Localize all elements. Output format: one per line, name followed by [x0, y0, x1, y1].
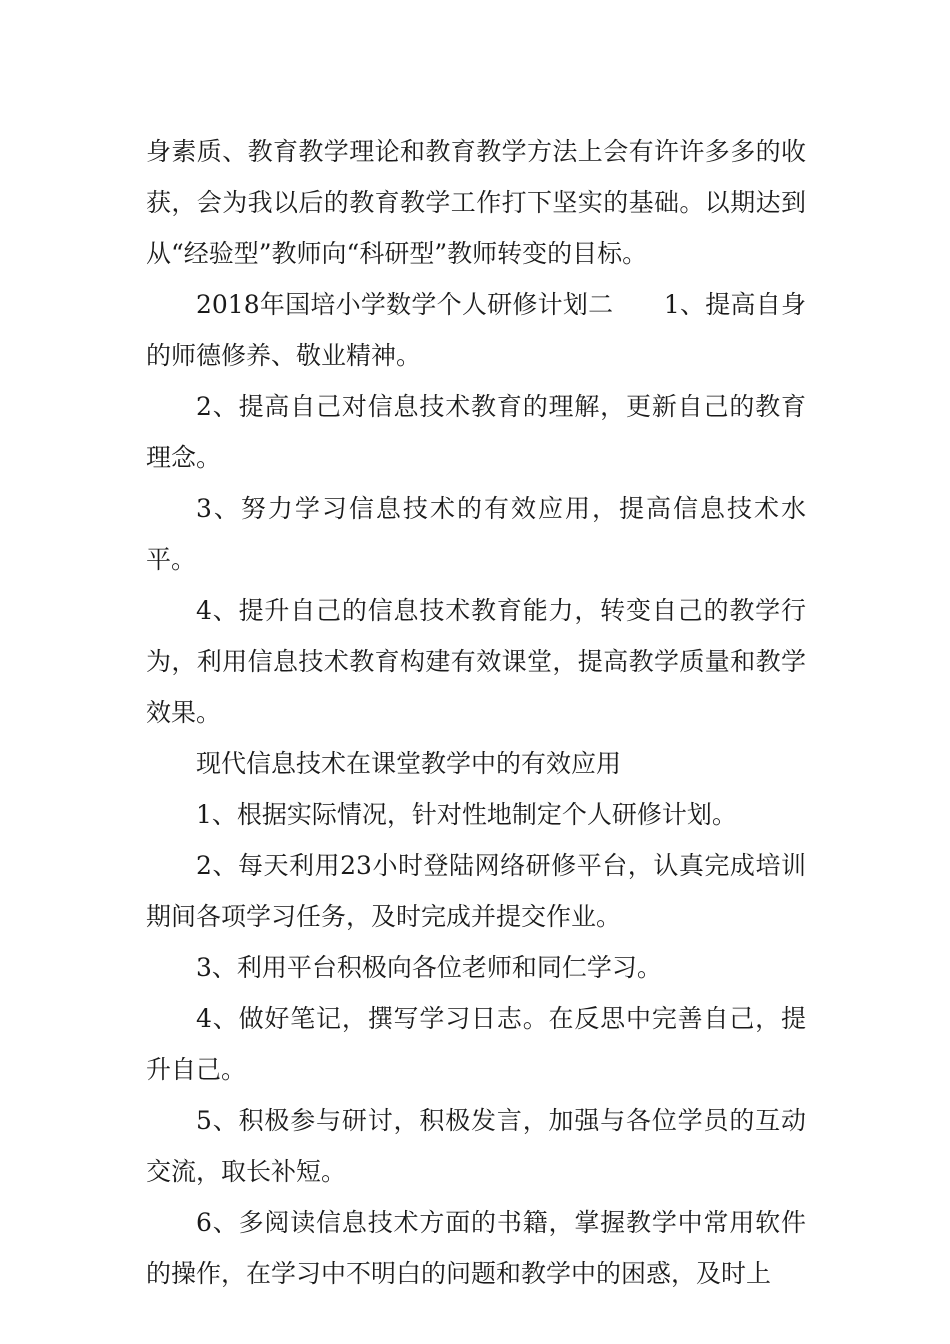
paragraph-step-4: 4、做好笔记，撰写学习日志。在反思中完善自己，提升自己。	[146, 1004, 806, 1084]
paragraph-step-2: 2、每天利用23小时登陆网络研修平台，认真完成培训期间各项学习任务，及时完成并提交作业。	[146, 851, 806, 931]
paragraph-step-1: 1、根据实际情况，针对性地制定个人研修计划。	[196, 800, 737, 829]
paragraph-item-2: 2、提高自己对信息技术教育的理解，更新自己的教育理念。	[146, 392, 806, 472]
paragraph-step-5: 5、积极参与研讨，积极发言，加强与各位学员的互动交流，取长补短。	[146, 1106, 806, 1186]
paragraph-step-3: 3、利用平台积极向各位老师和同仁学习。	[196, 953, 662, 982]
paragraph-continuation: 身素质、教育教学理论和教育教学方法上会有许许多多的收获，会为我以后的教育教学工作打下坚实的基础。以期达到从“经验型”教师向“科研型”教师转变的目标。	[146, 137, 806, 268]
paragraph-item-3: 3、努力学习信息技术的有效应用，提高信息技术水平。	[146, 494, 806, 574]
document-body	[146, 126, 806, 1299]
paragraph-step-6: 6、多阅读信息技术方面的书籍，掌握教学中常用软件的操作，在学习中不明白的问题和教学中的困惑，及时上	[146, 1208, 806, 1288]
paragraph-plan-title-item-1: 2018年国培小学数学个人研修计划二 1、提高自身的师德修养、敬业精神。	[146, 290, 806, 370]
paragraph-item-4: 4、提升自己的信息技术教育能力，转变自己的教学行为，利用信息技术教育构建有效课堂，提高教学质量和教学效果。	[146, 596, 806, 727]
paragraph-section-heading: 现代信息技术在课堂教学中的有效应用	[196, 749, 622, 778]
